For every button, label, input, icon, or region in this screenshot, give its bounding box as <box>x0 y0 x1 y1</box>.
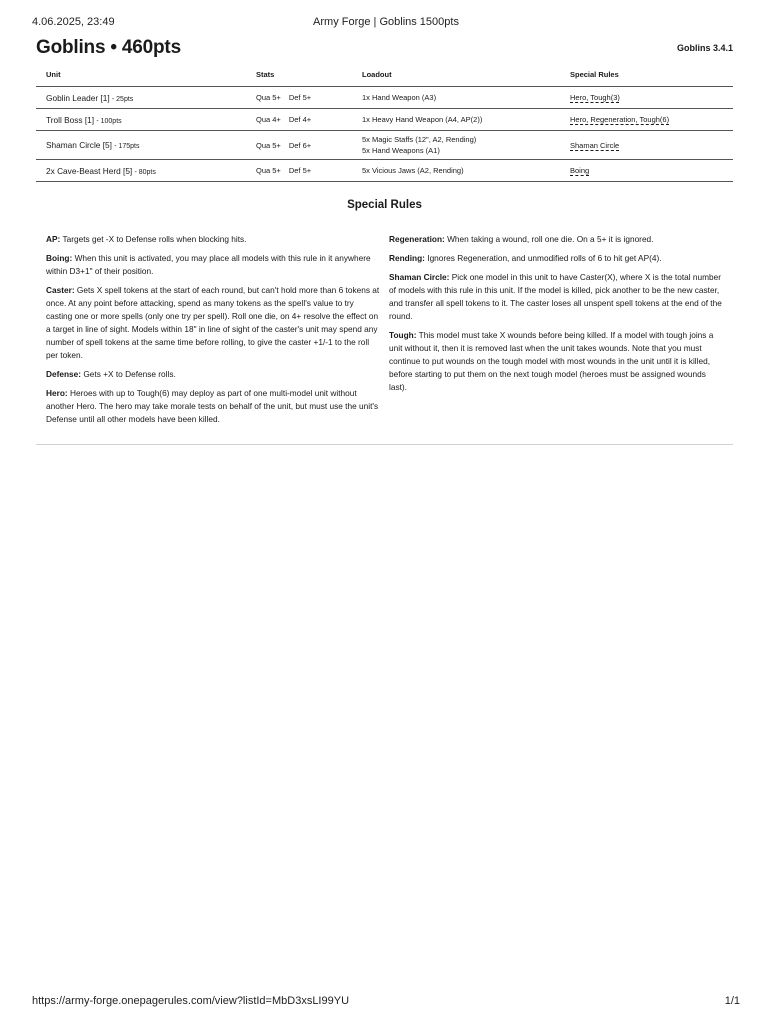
unit-name: Goblin Leader [1] <box>46 92 110 103</box>
rule-name: Hero: <box>46 388 68 398</box>
table-row <box>36 87 733 109</box>
special-rules-right-column <box>389 233 723 432</box>
loadout-cell <box>352 87 560 109</box>
rule-boing <box>46 252 380 278</box>
stats-cell <box>246 131 352 160</box>
rule-text: Gets X spell tokens at the start of each round, but can't hold more than 6 tokens at once. At any point before attacking, spend as many tokens as the spell's value to try casting one or more spells (only one try per spell). Roll one die, on 4+ resolve the effect on a target in line of sight. Models within 18" in line of sight of the caster's unit may spend any number of spell tokens at the same time before rolling, to give the caster +1/-1 to the roll per token. <box>46 285 380 360</box>
army-list-page <box>36 36 733 445</box>
rule-text: Targets get -X to Defense rolls when blocking hits. <box>60 234 247 244</box>
rule-hero <box>46 387 380 426</box>
print-footer <box>32 995 740 1009</box>
unit-name: 2x Cave-Beast Herd [5] <box>46 165 133 176</box>
unit-cell <box>36 87 246 109</box>
rule-name: AP: <box>46 234 61 244</box>
rule-text: This model must take X wounds before being killed. If a model with tough joins a unit without it, then it is removed last when the unit takes wounds. Note that you must continue to put wounds on the tough model with most wounds in the unit until it is killed, before starting to put them on the next tough model (heroes must be assigned wounds last). <box>389 330 714 392</box>
rule-name: Shaman Circle: <box>389 272 450 282</box>
rule-caster <box>46 284 380 362</box>
loadout-item: 5x Vicious Jaws (A2, Rending) <box>362 166 464 175</box>
unit-points: - 175pts <box>114 143 140 150</box>
special-rules-link[interactable]: Shaman Circle <box>570 140 620 150</box>
header-unit: Unit <box>36 64 246 87</box>
print-datetime: 4.06.2025, 23:49 <box>32 16 115 28</box>
title-row <box>36 36 733 62</box>
loadout-item: 5x Hand Weapons (A1) <box>362 146 440 155</box>
loadout-item: 1x Heavy Hand Weapon (A4, AP(2)) <box>362 115 483 124</box>
rule-rending <box>389 252 723 265</box>
special-rules-cell <box>560 131 733 160</box>
unit-name: Troll Boss [1] <box>46 114 95 125</box>
units-table <box>36 64 733 182</box>
unit-name: Shaman Circle [5] <box>46 140 112 150</box>
print-document-title: Army Forge | Goblins 1500pts <box>313 16 459 28</box>
quality-stat: Qua 5+ <box>256 166 281 175</box>
quality-stat: Qua 5+ <box>256 140 281 150</box>
special-rules-section <box>36 233 733 445</box>
list-title: Goblins • 460pts <box>36 37 181 58</box>
stats-cell <box>246 87 352 109</box>
rule-text: Heroes with up to Tough(6) may deploy as part of one multi-model unit without another Hero. The hero may take morale tests on behalf of the unit, but must use the unit's Defense until all other models have been killed. <box>46 388 379 424</box>
special-rules-cell <box>560 160 733 182</box>
header-stats: Stats <box>246 64 352 87</box>
rule-regeneration <box>389 233 723 246</box>
special-rules-link[interactable]: Hero, Regeneration, Tough(6) <box>570 115 670 124</box>
quality-stat: Qua 5+ <box>256 93 281 102</box>
rule-defense <box>46 368 380 381</box>
rule-ap <box>46 233 380 246</box>
defense-stat: Def 5+ <box>288 93 312 102</box>
rule-text: When this unit is activated, you may place all models with this rule in it anywhere within D3+1" of their position. <box>46 253 371 276</box>
unit-cell <box>36 160 246 182</box>
loadout-cell <box>352 131 560 160</box>
units-table-header <box>36 64 733 87</box>
stats-cell <box>246 160 352 182</box>
unit-cell <box>36 109 246 131</box>
loadout-cell <box>352 109 560 131</box>
special-rules-heading: Special Rules <box>347 199 422 211</box>
rule-name: Defense: <box>46 369 82 379</box>
page-url: https://army-forge.onepagerules.com/view?listId=MbD3xsLI99YU <box>32 995 350 1007</box>
print-header <box>32 16 740 30</box>
army-version: Goblins 3.4.1 <box>676 43 733 53</box>
table-row <box>36 109 733 131</box>
loadout-item: 1x Hand Weapon (A3) <box>362 93 437 102</box>
unit-points: - 80pts <box>134 168 156 176</box>
special-rules-link[interactable]: Hero, Tough(3) <box>570 93 620 102</box>
unit-cell <box>36 131 246 160</box>
loadout-item: 5x Magic Staffs (12", A2, Rending) <box>362 135 477 144</box>
defense-stat: Def 4+ <box>288 115 312 124</box>
header-loadout: Loadout <box>352 64 560 87</box>
header-special-rules: Special Rules <box>560 64 733 87</box>
unit-points: - 25pts <box>111 95 134 103</box>
table-row <box>36 160 733 182</box>
rule-name: Tough: <box>389 330 417 340</box>
rule-text: Ignores Regeneration, and unmodified rolls of 6 to hit get AP(4). <box>424 253 662 263</box>
special-rules-cell <box>560 109 733 131</box>
rule-shaman-circle <box>389 271 723 323</box>
rule-text: Pick one model in this unit to have Caster(X), where X is the total number of models with this rule in this unit. If the model is killed, pick another to be the new caster, and transfer all spell tokens to it. The caster loses all unspent spell tokens at the end of the round. <box>389 272 722 321</box>
special-rules-cell <box>560 87 733 109</box>
rule-text: Gets +X to Defense rolls. <box>81 369 176 379</box>
unit-points: - 100pts <box>96 117 122 125</box>
special-rules-link[interactable]: Boing <box>570 166 590 175</box>
quality-stat: Qua 4+ <box>256 115 281 124</box>
loadout-cell <box>352 160 560 182</box>
special-rules-left-column <box>46 233 380 432</box>
rule-name: Caster: <box>46 285 75 295</box>
rule-text: When taking a wound, roll one die. On a 5+ it is ignored. <box>444 234 654 244</box>
rule-tough <box>389 329 723 394</box>
rule-name: Boing: <box>46 253 73 263</box>
rule-name: Regeneration: <box>389 234 445 244</box>
stats-cell <box>246 109 352 131</box>
defense-stat: Def 6+ <box>288 140 312 150</box>
table-row <box>36 131 733 160</box>
page-number: 1/1 <box>724 995 740 1007</box>
defense-stat: Def 5+ <box>288 166 312 175</box>
rule-name: Rending: <box>389 253 425 263</box>
